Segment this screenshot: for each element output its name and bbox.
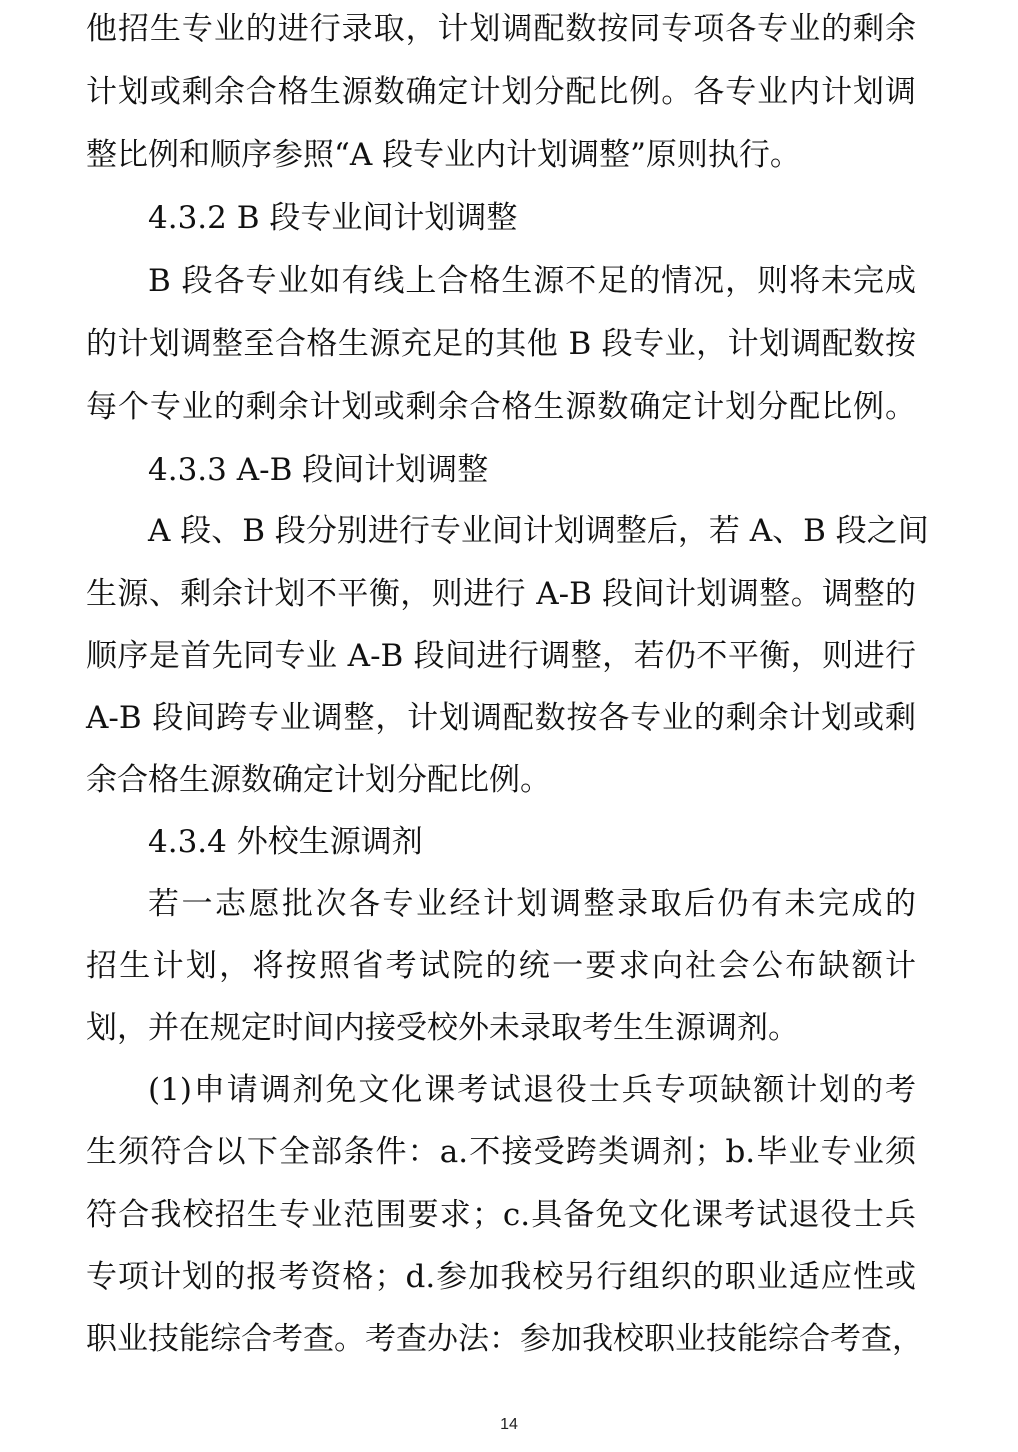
text-line-13: 余合格生源数确定计划分配比例。 [86,762,551,798]
text-line-22: 职业技能综合考查。考查办法：参加我校职业技能综合考查， [86,1321,923,1357]
text-line-15: 若一志愿批次各专业经计划调整录取后仍有未完成的 [148,886,916,922]
text-line-7: 每个专业的剩余计划或剩余合格生源数确定计划分配比例。 [86,389,916,425]
text-line-21: 专项计划的报考资格；d.参加我校另行组织的职业适应性或 [86,1259,916,1295]
text-line-16: 招生计划，将按照省考试院的统一要求向社会公布缺额计 [86,948,916,984]
text-line-5: B 段各专业如有线上合格生源不足的情况，则将未完成 [148,263,916,299]
text-line-20: 符合我校招生专业范围要求；c.具备免文化课考试退役士兵 [86,1197,916,1233]
text-line-17: 划，并在规定时间内接受校外未录取考生生源调剂。 [86,1010,799,1046]
page-number: 14 [500,1416,518,1433]
text-line-19: 生须符合以下全部条件：a.不接受跨类调剂；b.毕业专业须 [86,1134,916,1170]
text-line-10: 生源、剩余计划不平衡，则进行 A-B 段间计划调整。调整的 [86,576,916,612]
text-line-2: 计划或剩余合格生源数确定计划分配比例。各专业内计划调 [86,74,916,110]
text-line-1: 他招生专业的进行录取，计划调配数按同专项各专业的剩余 [86,11,916,47]
section-heading-4-3-2: 4.3.2 B 段专业间计划调整 [148,200,518,236]
text-line-9: A 段、B 段分别进行专业间计划调整后，若 A、B 段之间 [148,513,929,549]
text-line-6: 的计划调整至合格生源充足的其他 B 段专业，计划调配数按 [86,326,916,362]
text-line-12: A-B 段间跨专业调整，计划调配数按各专业的剩余计划或剩 [86,700,916,736]
section-heading-4-3-3: 4.3.3 A-B 段间计划调整 [148,452,489,488]
text-line-3: 整比例和顺序参照“A 段专业内计划调整”原则执行。 [86,137,801,173]
text-line-11: 顺序是首先同专业 A-B 段间进行调整，若仍不平衡，则进行 [86,638,916,674]
text-line-18: (1)申请调剂免文化课考试退役士兵专项缺额计划的考 [148,1072,916,1108]
section-heading-4-3-4: 4.3.4 外校生源调剂 [148,824,423,860]
